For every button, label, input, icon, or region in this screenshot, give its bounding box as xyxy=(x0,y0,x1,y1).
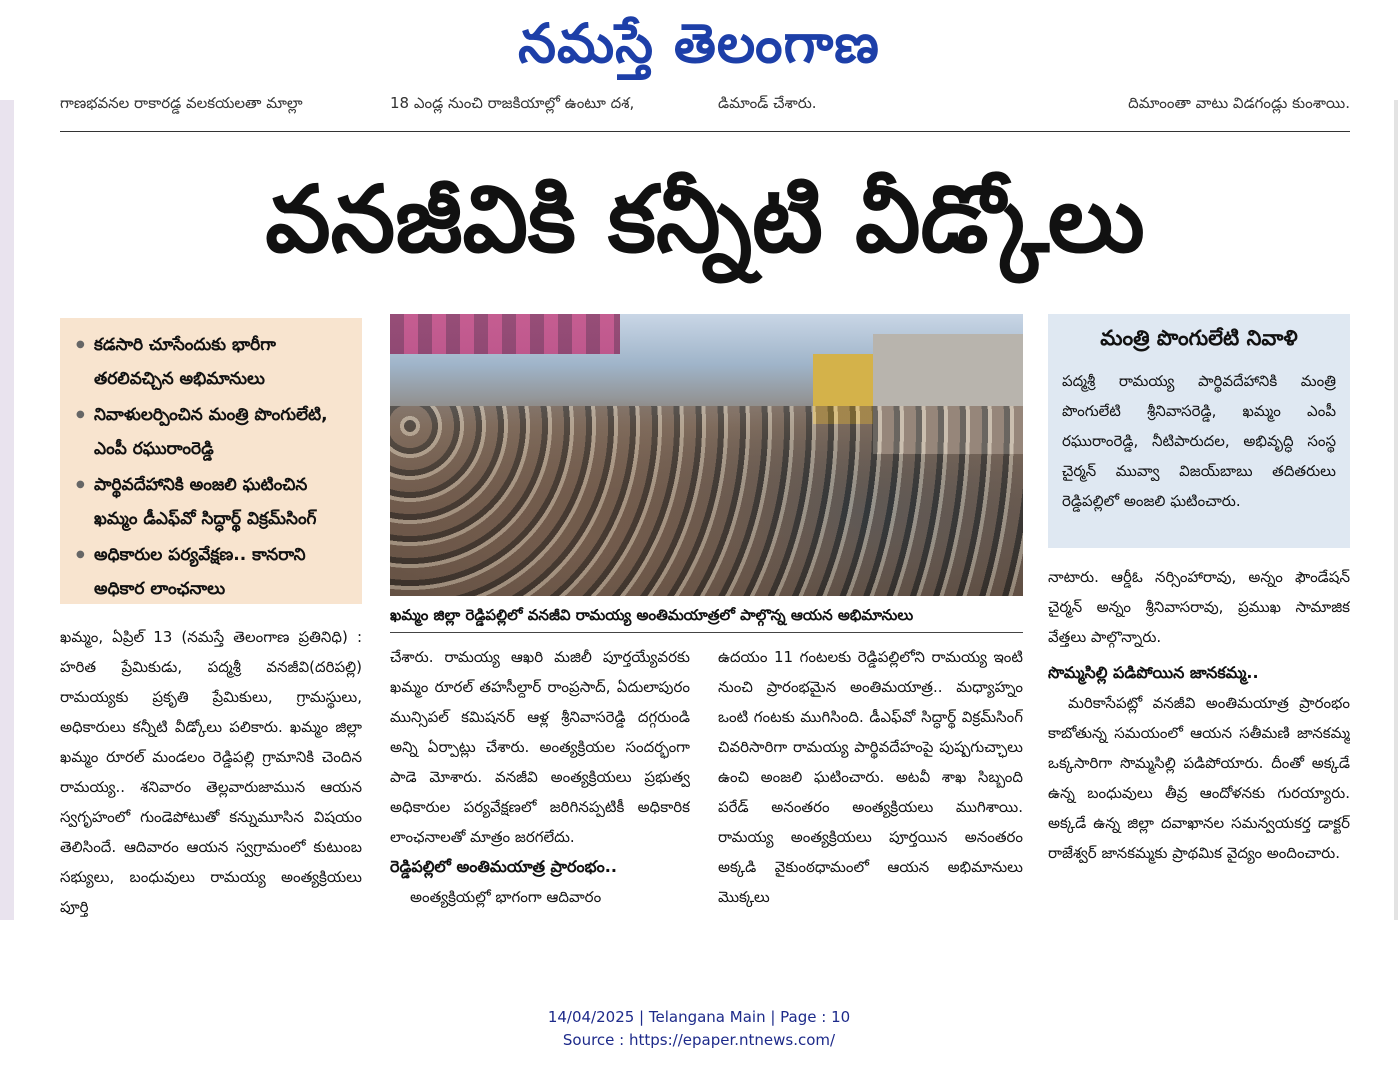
photo-caption: ఖమ్మం జిల్లా రెడ్డిపల్లిలో వనజీవి రామయ్య అంతిమయాత్రలో పాల్గొన్న ఆయన అభిమానులు xyxy=(390,606,914,624)
main-headline: వనజీవికి కన్నీటి వీడ్కోలు xyxy=(265,166,1145,273)
footer-source-link[interactable]: Source : https://epaper.ntnews.com/ xyxy=(562,1031,836,1049)
top-strip-col1: గాణభవనల రాకారడ్డ వలకయలతా మాల్లా xyxy=(60,94,303,112)
highlight-item: ● నివాళులర్పించిన మంత్రి పొంగులేటి, ఎంపీ రఘురాంరెడ్డి xyxy=(74,398,354,466)
sidebox-body: పద్మశ్రీ రామయ్య పార్థివదేహానికి మంత్రి పొంగులేటి శ్రీనివాసరెడ్డి, ఖమ్మం ఎంపీ రఘురాంరెడ్డి, నీటిపారుదల, అభివృద్ధి సంస్థ చైర్మన్ మువ్వా విజయ్‌బాబు తదితరులు రెడ్డిపల్లిలో అంజలి ఘటించారు. xyxy=(1062,372,1336,510)
page-footer xyxy=(0,1006,1398,1052)
column-3-text: ఉదయం 11 గంటలకు రెడ్డిపల్లిలోని రామయ్య ఇంటి నుంచి ప్రారంభమైన అంతిమయాత్ర.. మధ్యాహ్నం ఒంటి గంటకు ముగిసింది. డీఎఫ్‌వో సిద్ధార్థ్ విక్రమ్‌సింగ్ చివరిసారిగా రామయ్య పార్థివదేహంపై పుష్పగుచ్ఛాలు ఉంచి అంజలి ఘటించారు. అటవీ శాఖ సిబ్బంది పరేడ్ అనంతరం అంత్యక్రియలు ముగిశాయి. రామయ్య అంత్యక్రియలు పూర్తయిన అనంతరం అక్కడి వైకుంఠధామంలో ఆయన అభిమానులు మొక్కలు xyxy=(718,648,1023,906)
top-strip-col3: డిమాండ్ చేశారు. xyxy=(718,94,817,112)
article-column-3 xyxy=(718,642,1023,924)
top-strip-col2: 18 ఎండ్ల నుంచి రాజకియాల్లో ఉంటూ దశ, xyxy=(390,94,635,112)
article-column-1 xyxy=(60,622,362,922)
funeral-procession-photo xyxy=(390,314,1023,596)
column-4-body: మరికాసేపట్లో వనజీవి అంతిమయాత్ర ప్రారంభం కాబోతున్న సమయంలో ఆయన సతీమణి జానకమ్మ ఒక్కసారిగా సొమ్మసిల్లి పడిపోయారు. దీంతో అక్కడే ఉన్న బంధువులు తీవ్ర ఆందోళనకు గురయ్యారు. అక్కడే ఉన్న జిల్లా దవాఖానల సమన్వయకర్త డాక్టర్ రాజేశ్వర్ జానకమ్మకు ప్రాథమిక వైద్యం అందించారు. xyxy=(1048,694,1350,862)
footer-date-page: 14/04/2025 | Telangana Main | Page : 10 xyxy=(547,1008,851,1026)
minister-tribute-box xyxy=(1048,314,1350,548)
column-2-text: చేశారు. రామయ్య ఆఖరి మజిలీ పూర్తయ్యేవరకు ఖమ్మం రూరల్ తహసీల్దార్ రాంప్రసాద్, ఏదులాపురం మున్సిపల్ కమిషనర్ ఆళ్ల శ్రీనివాసరెడ్డి దగ్గరుండి అన్ని ఏర్పాట్లు చేశారు. అంత్యక్రియల సందర్భంగా పాడె మోశారు. వనజీవి అంత్యక్రియలు ప్రభుత్వ అధికారుల పర్యవేక్షణలో జరిగినప్పటికీ అధికారిక లాంఛనాలతో మాత్రం జరగలేదు. xyxy=(390,648,690,846)
sidebox-title: మంత్రి పొంగులేటి నివాళి xyxy=(1100,326,1298,350)
article-column-2 xyxy=(390,642,690,924)
top-strip-col4: దిమాంంతా వాటు విడగండ్లు కుంశాయి. xyxy=(1128,94,1350,112)
right-margin-strip xyxy=(1394,100,1398,920)
left-margin-strip xyxy=(0,100,14,920)
highlight-item: ● పార్థివదేహానికి అంజలి ఘటించిన ఖమ్మం డీఎఫ్‌వో సిద్ధార్థ్ విక్రమ్‌సింగ్ xyxy=(74,468,354,536)
column-2-tail: అంత్యక్రియల్లో భాగంగా ఆదివారం xyxy=(410,888,602,906)
highlights-box xyxy=(60,318,362,604)
column-2-subhead: రెడ్డిపల్లిలో అంతిమయాత్ర ప్రారంభం.. xyxy=(390,857,617,876)
top-divider xyxy=(60,131,1350,132)
column-4-subhead: సొమ్మసిల్లి పడిపోయిన జానకమ్మ.. xyxy=(1048,663,1259,682)
photo-crowd xyxy=(390,406,1023,596)
article-column-4 xyxy=(1048,562,1350,924)
caption-divider xyxy=(390,632,1023,633)
column-4-top: నాటారు. ఆర్డీఓ నర్సింహారావు, అన్నం ఫౌండేషన్ చైర్మన్ అన్నం శ్రీనివాసరావు, ప్రముఖ సామాజిక వేత్తలు పాల్గొన్నారు. xyxy=(1048,568,1350,646)
column-1-text: ఖమ్మం, ఏప్రిల్ 13 (నమస్తే తెలంగాణ ప్రతినిధి) : హరిత ప్రేమికుడు, పద్మశ్రీ వనజీవి(దరిపల్లి) రామయ్యకు ప్రకృతి ప్రేమికులు, గ్రామస్థులు, అధికారులు కన్నీటి వీడ్కోలు పలికారు. ఖమ్మం జిల్లా ఖమ్మం రూరల్ మండలం రెడ్డిపల్లి గ్రామానికి చెందిన రామయ్య.. శనివారం తెల్లవారుజామున ఆయన స్వగృహంలో గుండెపోటుతో కన్నుమూసిన విషయం తెలిసిందే. ఆదివారం ఆయన స్వగ్రామంలో కుటుంబ సభ్యులు, బంధువులు రామయ్య అంత్యక్రియలు పూర్తి xyxy=(60,628,362,916)
newspaper-masthead: నమస్తే తెలంగాణ xyxy=(518,12,880,75)
highlight-item: ● కడసారి చూసేందుకు భారీగా తరలివచ్చిన అభిమానులు xyxy=(74,328,354,396)
highlight-item: ● అధికారుల పర్యవేక్షణ.. కానరాని అధికార లాంఛనాలు xyxy=(74,538,354,606)
photo-tent-canopy xyxy=(390,314,620,354)
